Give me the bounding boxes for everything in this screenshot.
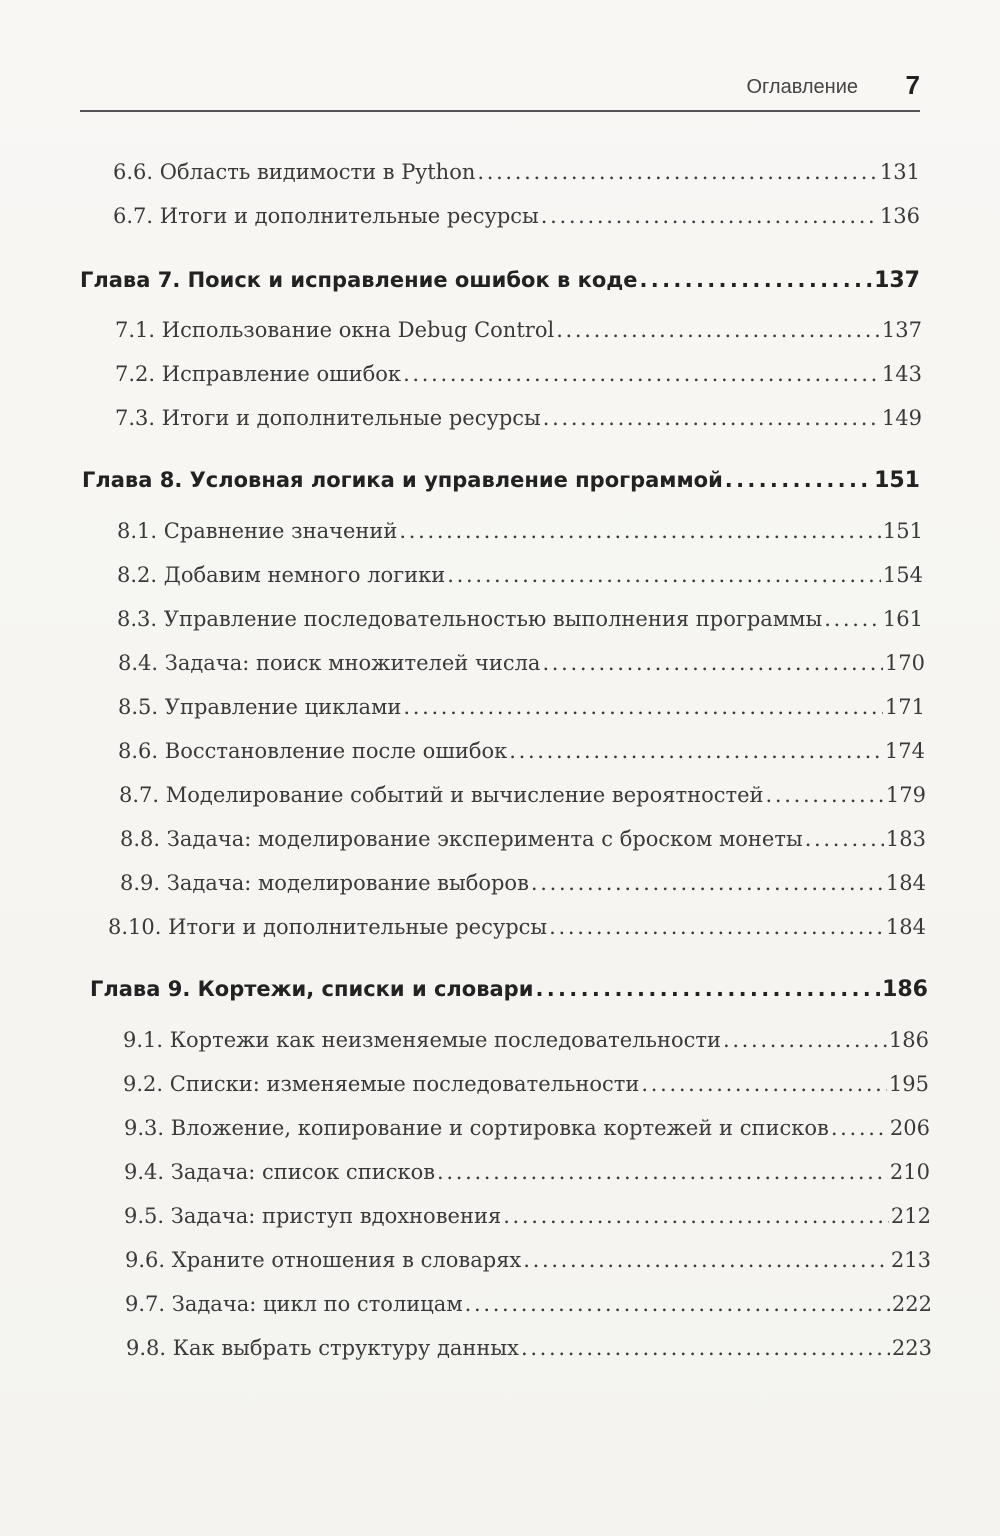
- page-number: 7: [905, 70, 920, 100]
- toc-entry-label: [124, 1116, 829, 1140]
- chapter-title: Глава 9. Кортежи, списки и словари: [90, 977, 534, 1001]
- toc-entry-label: [118, 651, 540, 675]
- toc-section-row: [117, 519, 923, 549]
- dot-leader: [521, 1336, 890, 1360]
- toc-entry-label: [125, 1292, 463, 1316]
- section-title: Исправление ошибок: [161, 362, 402, 386]
- toc-section-row: [123, 1028, 929, 1058]
- chapter-title: Глава 8. Условная логика и управление программой: [82, 468, 723, 492]
- section-title: Задача: цикл по столицам: [171, 1292, 463, 1316]
- section-title: Добавим немного логики: [163, 563, 446, 587]
- toc-entry-label: [117, 563, 445, 587]
- section-number: 8.10.: [108, 915, 162, 939]
- toc-entry-label: [117, 607, 822, 631]
- toc-section-row: [115, 362, 922, 392]
- dot-leader: [531, 871, 884, 895]
- toc-entry-label: [90, 977, 533, 1001]
- toc-section-row: [118, 651, 925, 681]
- section-title: Задача: моделирование выборов: [166, 871, 529, 895]
- toc-chapter-row: [82, 468, 920, 500]
- dot-leader: [556, 318, 880, 342]
- section-title: Задача: список списков: [170, 1160, 436, 1184]
- dot-leader: [766, 783, 884, 807]
- section-number: 8.1.: [117, 519, 158, 543]
- dot-leader: [641, 1072, 886, 1096]
- toc-page-number: 186: [882, 977, 928, 1002]
- toc-entry-label: [115, 362, 401, 386]
- toc-entry-label: [80, 268, 638, 292]
- toc-page-number: 213: [890, 1248, 931, 1272]
- toc-section-row: [115, 406, 922, 436]
- toc-section-row: [119, 783, 926, 813]
- section-number: 8.3.: [117, 607, 158, 631]
- dot-leader: [831, 1116, 888, 1140]
- toc-chapter-row: [90, 977, 928, 1009]
- toc-page-number: 136: [879, 204, 920, 228]
- section-title: Задача: приступ вдохновения: [170, 1204, 502, 1228]
- toc-entry-label: [82, 468, 723, 492]
- section-title: Итоги и дополнительные ресурсы: [161, 406, 541, 430]
- toc-page-number: 149: [881, 406, 922, 430]
- toc-page-number: 151: [882, 519, 923, 543]
- toc-entry-label: [117, 519, 397, 543]
- toc-page-number: 222: [891, 1292, 932, 1316]
- section-title: Итоги и дополнительные ресурсы: [168, 915, 548, 939]
- page-header: [80, 70, 920, 112]
- toc-section-row: [118, 739, 925, 769]
- toc-page-number: 212: [890, 1204, 931, 1228]
- section-number: 8.9.: [120, 871, 161, 895]
- toc-page-number: 137: [874, 268, 920, 293]
- toc-page-number: 131: [879, 160, 920, 184]
- toc-page-number: 184: [885, 915, 926, 939]
- section-title: Вложение, копирование и сортировка кортежей и списков: [170, 1116, 829, 1140]
- dot-leader: [437, 1160, 888, 1184]
- toc-page-number: 179: [885, 783, 926, 807]
- dot-leader: [541, 204, 878, 228]
- dot-leader: [477, 160, 878, 184]
- section-title: Храните отношения в словарях: [171, 1248, 522, 1272]
- section-number: 8.7.: [119, 783, 160, 807]
- dot-leader: [640, 268, 873, 292]
- dot-leader: [535, 977, 880, 1001]
- toc-entry-label: [115, 318, 554, 342]
- dot-leader: [824, 607, 881, 631]
- dot-leader: [447, 563, 881, 587]
- toc-page-number: 183: [885, 827, 926, 851]
- toc-section-row: [118, 695, 925, 725]
- toc-section-row: [113, 204, 920, 234]
- section-number: 8.6.: [118, 739, 159, 763]
- section-title: Управление циклами: [164, 695, 402, 719]
- toc-entry-label: [113, 204, 539, 228]
- toc-entry-label: [118, 739, 507, 763]
- toc-section-row: [125, 1292, 932, 1322]
- toc-section-row: [124, 1160, 930, 1190]
- dot-leader: [725, 468, 872, 492]
- dot-leader: [542, 651, 882, 675]
- section-title: Восстановление после ошибок: [164, 739, 508, 763]
- dot-leader: [465, 1292, 890, 1316]
- section-title: Область видимости в Python: [159, 160, 476, 184]
- section-title: Использование окна Debug Control: [161, 318, 555, 342]
- toc-page-number: 170: [884, 651, 925, 675]
- section-number: 9.3.: [124, 1116, 165, 1140]
- toc-section-row: [120, 871, 926, 901]
- toc-entry-label: [118, 695, 401, 719]
- section-number: 9.8.: [126, 1336, 167, 1360]
- section-number: 8.2.: [117, 563, 158, 587]
- toc-page-number: 184: [885, 871, 926, 895]
- toc-entry-label: [123, 1072, 639, 1096]
- toc-page-number: 161: [882, 607, 923, 631]
- toc-entry-label: [124, 1204, 501, 1228]
- toc-page-number: 223: [891, 1336, 932, 1360]
- toc-page-number: 151: [874, 468, 920, 493]
- section-title: Списки: изменяемые последовательности: [169, 1072, 640, 1096]
- toc-page-number: 171: [884, 695, 925, 719]
- toc-page-number: 143: [881, 362, 922, 386]
- dot-leader: [399, 519, 880, 543]
- toc-entry-label: [113, 160, 475, 184]
- toc-section-row: [126, 1336, 932, 1366]
- toc-entry-label: [115, 406, 541, 430]
- toc-page-number: 154: [882, 563, 923, 587]
- toc-page-number: 206: [889, 1116, 930, 1140]
- section-number: 8.8.: [120, 827, 161, 851]
- toc-section-row: [108, 915, 926, 945]
- running-title: Оглавление: [746, 76, 858, 98]
- section-number: 6.6.: [113, 160, 154, 184]
- chapter-title: Глава 7. Поиск и исправление ошибок в коде: [80, 268, 638, 292]
- section-number: 9.1.: [123, 1028, 164, 1052]
- section-number: 9.6.: [125, 1248, 166, 1272]
- section-title: Моделирование событий и вычисление вероятностей: [165, 783, 764, 807]
- toc-page-number: 174: [884, 739, 925, 763]
- toc-page-number: 195: [888, 1072, 929, 1096]
- toc-section-row: [117, 607, 923, 637]
- section-number: 8.4.: [118, 651, 159, 675]
- dot-leader: [723, 1028, 887, 1052]
- section-number: 8.5.: [118, 695, 159, 719]
- section-number: 7.2.: [115, 362, 156, 386]
- toc-section-row: [125, 1248, 931, 1278]
- section-number: 6.7.: [113, 204, 154, 228]
- section-title: Кортежи как неизменяемые последовательности: [169, 1028, 721, 1052]
- toc-section-row: [123, 1072, 929, 1102]
- toc-entry-label: [124, 1160, 435, 1184]
- dot-leader: [805, 827, 884, 851]
- toc-entry-label: [125, 1248, 521, 1272]
- section-number: 9.7.: [125, 1292, 166, 1316]
- toc-entry-label: [123, 1028, 721, 1052]
- section-number: 9.5.: [124, 1204, 165, 1228]
- section-title: Сравнение значений: [163, 519, 398, 543]
- dot-leader: [403, 362, 880, 386]
- toc-section-row: [113, 160, 920, 190]
- dot-leader: [503, 1204, 889, 1228]
- section-title: Итоги и дополнительные ресурсы: [159, 204, 539, 228]
- toc-section-row: [124, 1116, 930, 1146]
- section-number: 7.3.: [115, 406, 156, 430]
- section-number: 9.2.: [123, 1072, 164, 1096]
- dot-leader: [549, 915, 884, 939]
- toc-entry-label: [126, 1336, 519, 1360]
- toc-page-number: 186: [888, 1028, 929, 1052]
- section-title: Как выбрать структуру данных: [172, 1336, 519, 1360]
- dot-leader: [403, 695, 883, 719]
- section-number: 7.1.: [115, 318, 156, 342]
- toc-section-row: [117, 563, 923, 593]
- toc-entry-label: [119, 783, 764, 807]
- toc-entry-label: [120, 871, 529, 895]
- section-title: Задача: поиск множителей числа: [164, 651, 541, 675]
- toc-entry-label: [120, 827, 803, 851]
- toc-section-row: [124, 1204, 931, 1234]
- dot-leader: [543, 406, 880, 430]
- section-number: 9.4.: [124, 1160, 165, 1184]
- toc-chapter-row: [80, 268, 920, 300]
- toc-page-number: 137: [881, 318, 922, 342]
- toc-entry-label: [108, 915, 547, 939]
- toc-page-number: 210: [889, 1160, 930, 1184]
- dot-leader: [523, 1248, 889, 1272]
- section-title: Задача: моделирование эксперимента с броском монеты: [166, 827, 803, 851]
- section-title: Управление последовательностью выполнения программы: [163, 607, 823, 631]
- dot-leader: [509, 739, 883, 763]
- toc-section-row: [115, 318, 922, 348]
- toc-section-row: [120, 827, 926, 857]
